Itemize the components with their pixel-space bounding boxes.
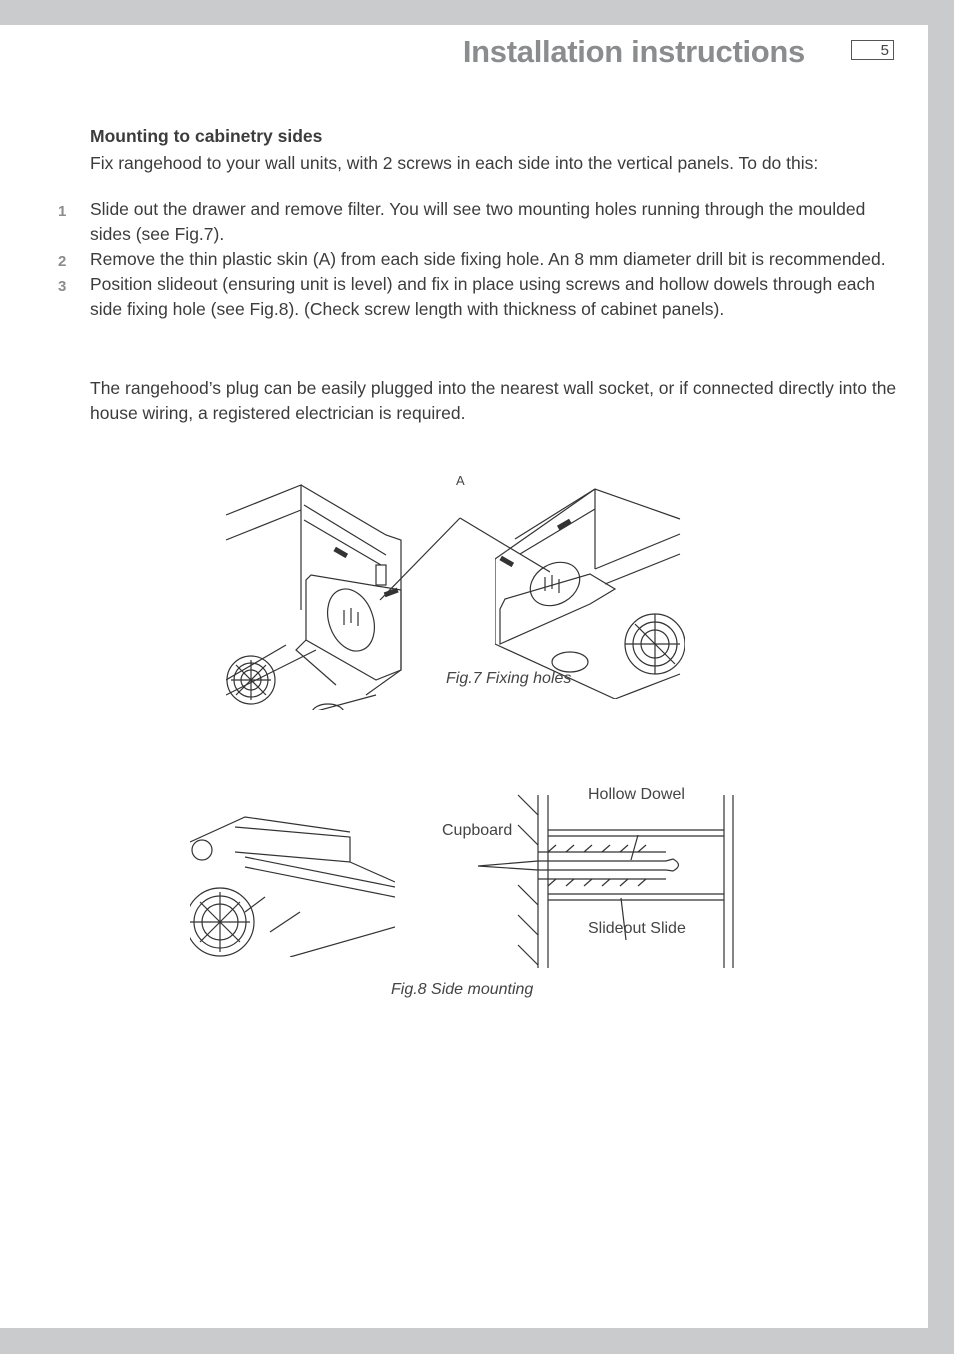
label-hollow-dowel: Hollow Dowel (588, 786, 685, 803)
step-item (55, 272, 905, 322)
section-heading: Mounting to cabinetry sides (90, 126, 323, 146)
electrical-note: The rangehood’s plug can be easily plugged into the nearest wall socket, or if connected directly into the house wiring, a registered electrician is required. (90, 378, 897, 423)
step-item (55, 197, 905, 247)
step-text: Slide out the drawer and remove filter. You will see two mounting holes running through the moulded sides (see Fig.7). (90, 199, 866, 244)
fig7-marker-a: A (456, 473, 465, 488)
step-number: 3 (58, 278, 67, 295)
step-item (55, 247, 905, 272)
page-title: Installation instructions (462, 34, 805, 69)
page-number: 5 (851, 40, 894, 60)
fig8-caption: Fig.8 Side mounting (391, 981, 534, 998)
step-number: 1 (58, 203, 67, 220)
label-slideout-slide: Slideout Slide (588, 920, 686, 937)
steps-list (55, 197, 905, 322)
fig7-caption: Fig.7 Fixing holes (446, 670, 572, 687)
label-cupboard: Cupboard (442, 822, 513, 839)
step-text: Remove the thin plastic skin (A) from each side fixing hole. An 8 mm diameter drill bit is recommended. (90, 249, 886, 269)
fig7-right-illustration (495, 459, 685, 699)
fig8-left-illustration (190, 812, 395, 957)
fig8-section-diagram (438, 790, 738, 970)
manual-page (0, 25, 928, 1328)
step-number: 2 (58, 253, 67, 270)
section-intro: Fix rangehood to your wall units, with 2 screws in each side into the vertical panels. To do this: (90, 153, 819, 173)
step-text: Position slideout (ensuring unit is level) and fix in place using screws and hollow dowels through each side fixing hole (see Fig.8). (Check screw length with thickness of cabinet panels). (90, 274, 876, 319)
